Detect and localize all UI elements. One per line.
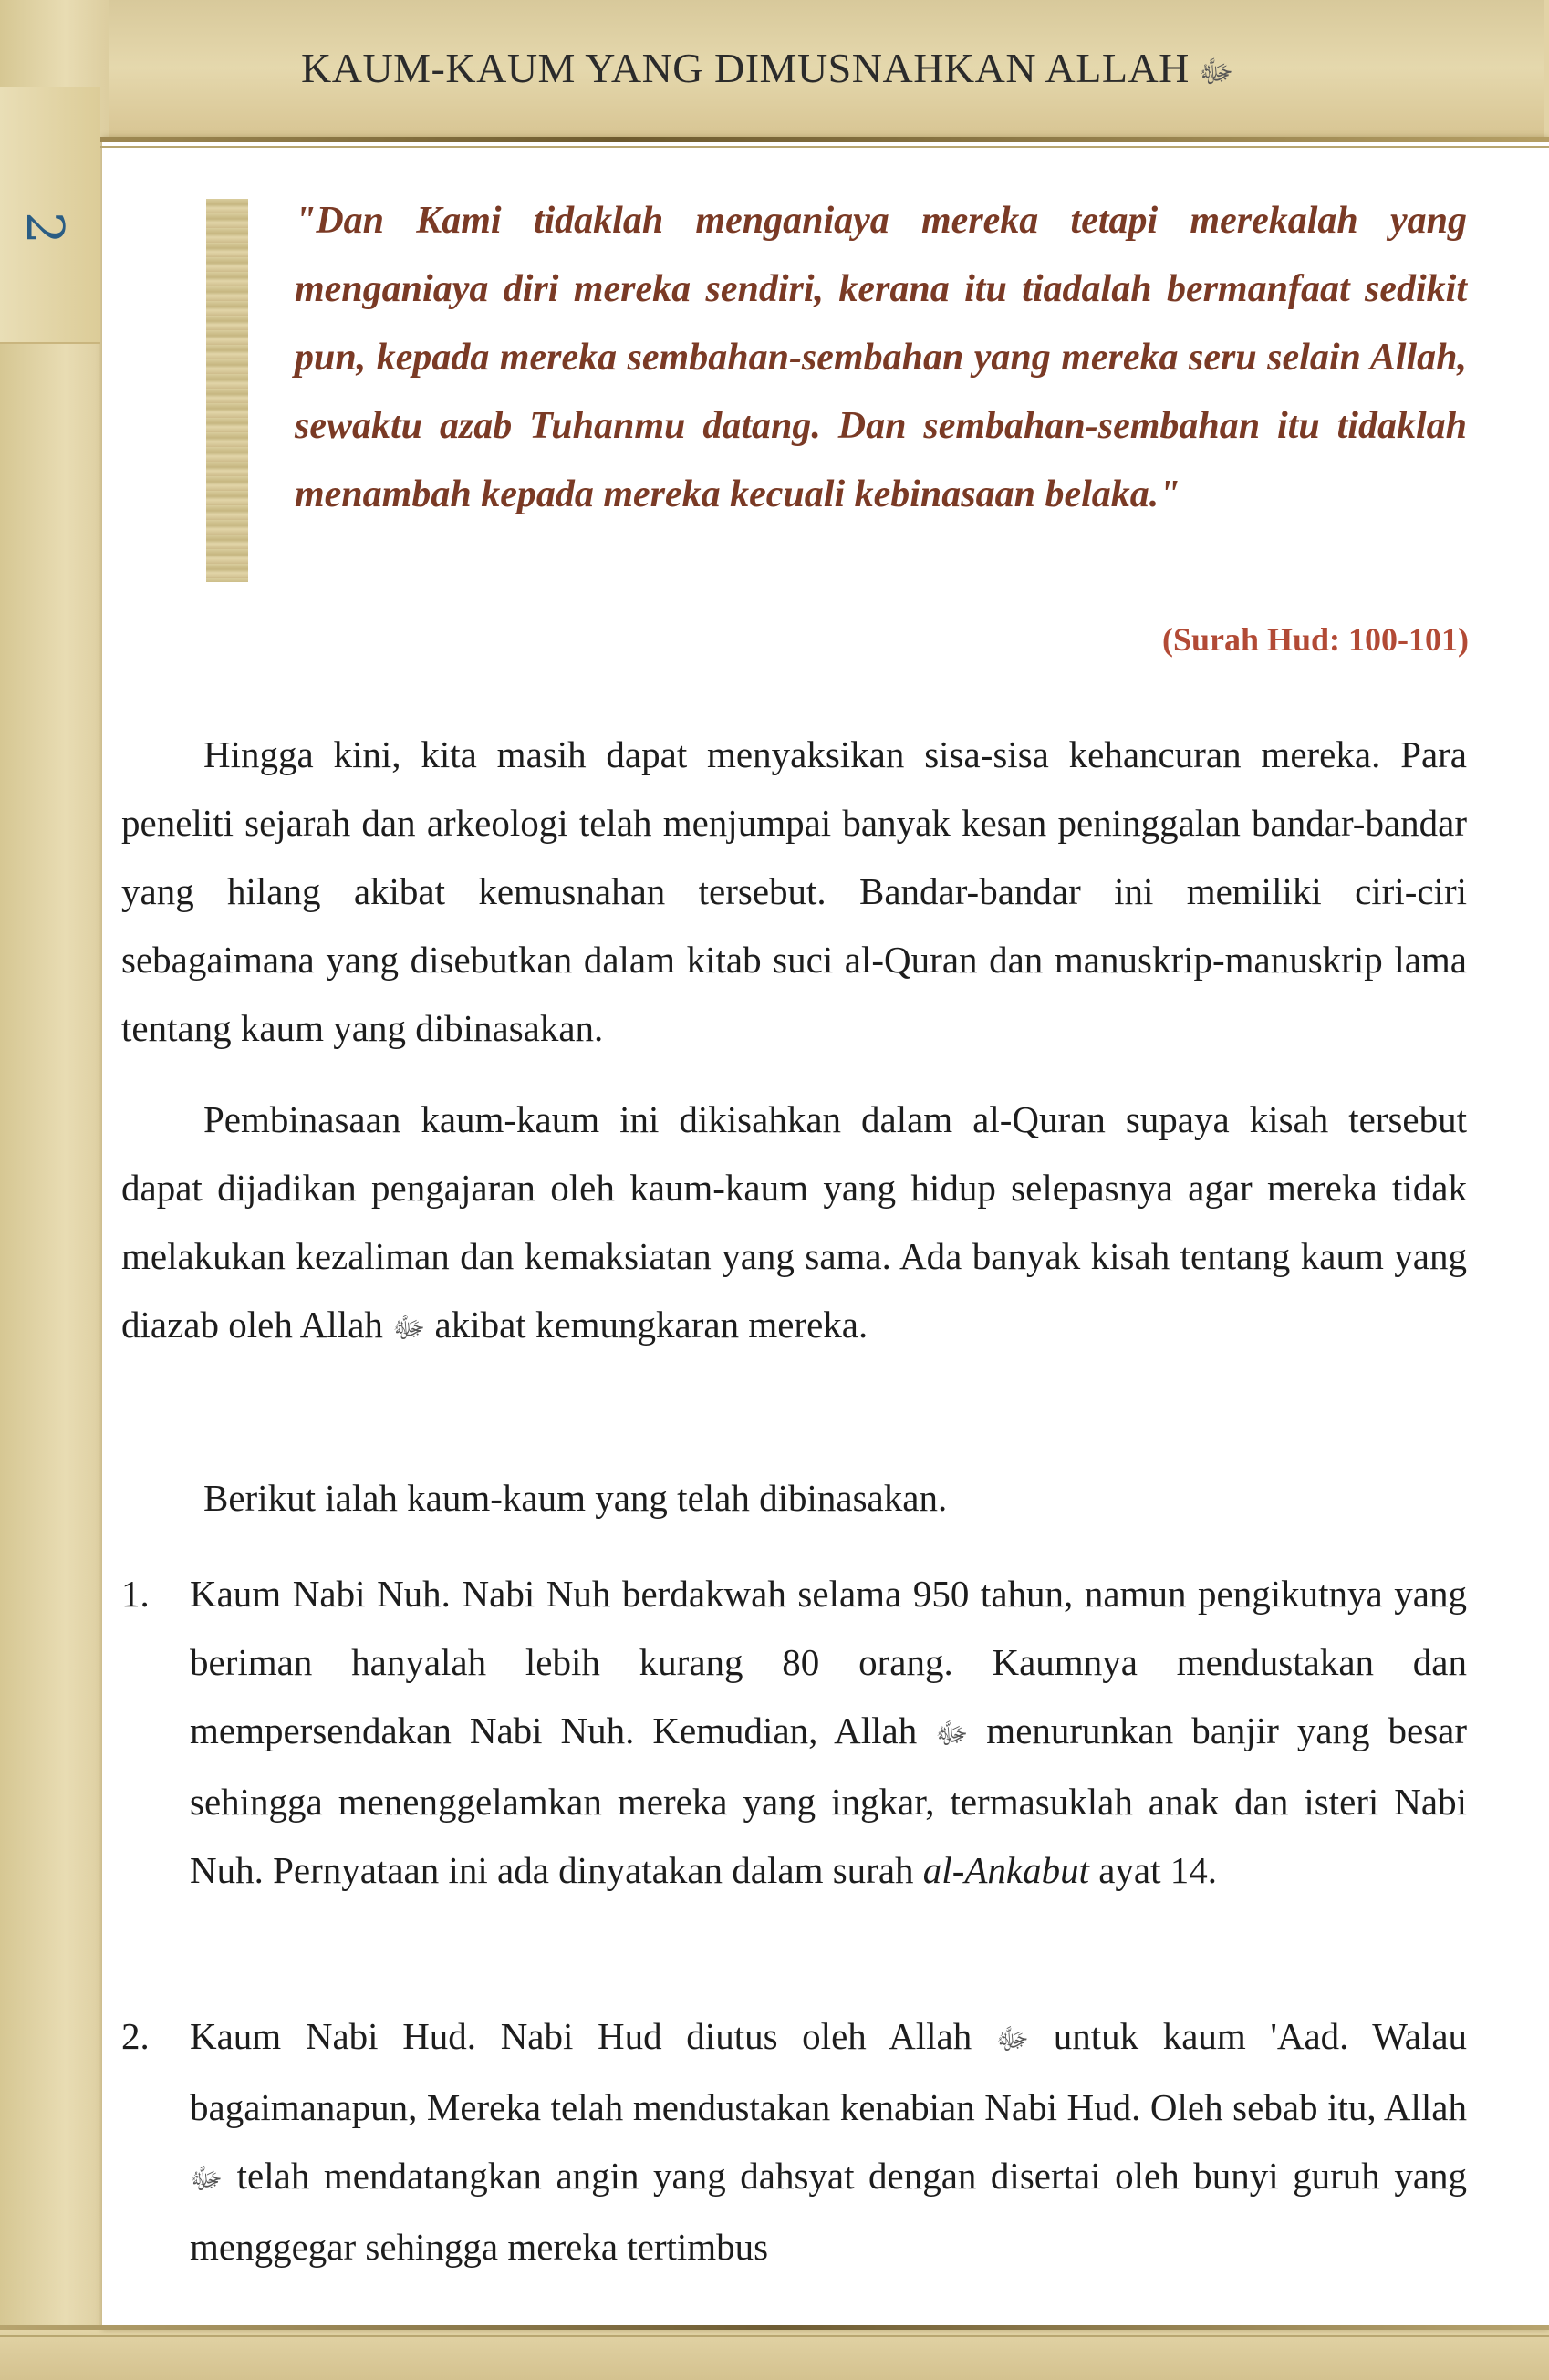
running-head (301, 36, 1305, 100)
running-head-title: KAUM-KAUM YANG DIMUSNAHKAN ALLAH (301, 45, 1190, 91)
chapter-number: 2 (15, 212, 74, 244)
paragraph-2 (121, 1086, 1467, 1362)
header-rule-thin (0, 146, 1549, 148)
parchment-footer-band (0, 2325, 1549, 2380)
honorific-icon: ﷻ (1198, 56, 1234, 89)
list-item-number: 2. (121, 2015, 150, 2057)
honorific-icon: ﷻ (995, 2022, 1030, 2055)
honorific-icon: ﷻ (935, 1717, 969, 1750)
list-item-text: ayat 14. (1098, 1849, 1218, 1891)
header-rule (0, 137, 1549, 142)
honorific-icon: ﷻ (392, 1311, 426, 1344)
list-item-text: telah mendatangkan angin yang dahsyat dengan disertai oleh bunyi guruh yang menggegar sehingga mereka tertimbus (190, 2155, 1468, 2268)
list-item-number: 1. (121, 1573, 150, 1615)
list-item-text: Kaum Nabi Hud. Nabi Hud diutus oleh Allah (190, 2015, 972, 2057)
list-item-text: menurunkan banjir yang besar sehingga menenggelamkan mereka yang ingkar, termasuklah anak dan isteri Nabi Nuh. Pernyataan ini ada dinyatakan dalam surah (190, 1710, 1467, 1891)
paragraph-3: Berikut ialah kaum-kaum yang telah dibinasakan. (203, 1477, 948, 1519)
list-item (121, 2002, 1467, 2281)
list-item-text: Kaum Nabi Nuh. Nabi Nuh berdakwah selama 950 tahun, namun pengikutnya yang beriman hanyalah lebih kurang 80 orang. Kaumnya mendustakan dan mempersendakan Nabi Nuh. Kemudian, Allah (190, 1573, 1467, 1751)
quote-citation: (Surah Hud: 100-101) (1161, 621, 1469, 658)
footer-rule (0, 2325, 1549, 2330)
parchment-left-band (0, 0, 109, 2380)
list-item (121, 1560, 1467, 1905)
quote-ornament-bar (206, 199, 248, 582)
paragraph-1: Hingga kini, kita masih dapat menyaksikan sisa-sisa kehancuran mereka. Para peneliti sejarah dan arkeologi telah menjumpai banyak kesan peninggalan bandar-bandar yang hilang akibat kemusnahan tersebut. Bandar-bandar ini memiliki ciri-ciri sebagaimana yang disebutkan dalam kitab suci al-Quran dan manuskrip-manuskrip lama tentang kaum yang dibinasakan. (121, 733, 1467, 1049)
paragraph-2-text-b: akibat kemungkaran mereka. (434, 1304, 868, 1346)
quran-quote: "Dan Kami tidaklah menganiaya mereka tetapi merekalah yang menganiaya diri mereka sendiri, kerana itu tiadalah bermanfaat sedikit pun, kepada mereka sembahan-sembahan yang mereka seru selain Allah, sewaktu azab Tuhanmu datang. Dan sembahan-sembahan itu tidaklah menambah kepada mereka kecuali kebinasaan belaka." (295, 200, 1467, 515)
list-item-text: untuk kaum 'Aad. Walau bagaimanapun, Mereka telah mendustakan kenabian Nabi Hud. Oleh sebab itu, Allah (190, 2015, 1468, 2128)
footer-rule-thin (0, 2335, 1549, 2337)
chapter-tab (0, 87, 100, 344)
honorific-icon: ﷻ (190, 2162, 224, 2195)
surah-name: al-Ankabut (922, 1849, 1089, 1891)
list-item-body (190, 2002, 1467, 2281)
list-item-body (190, 1560, 1467, 1905)
paragraph-2-text-a: Pembinasaan kaum-kaum ini dikisahkan dalam al-Quran supaya kisah tersebut dapat dijadikan pengajaran oleh kaum-kaum yang hidup selepasnya agar mereka tidak melakukan kezaliman dan kemaksiatan yang sama. Ada banyak kisah tentang kaum yang diazab oleh Allah (121, 1098, 1467, 1346)
